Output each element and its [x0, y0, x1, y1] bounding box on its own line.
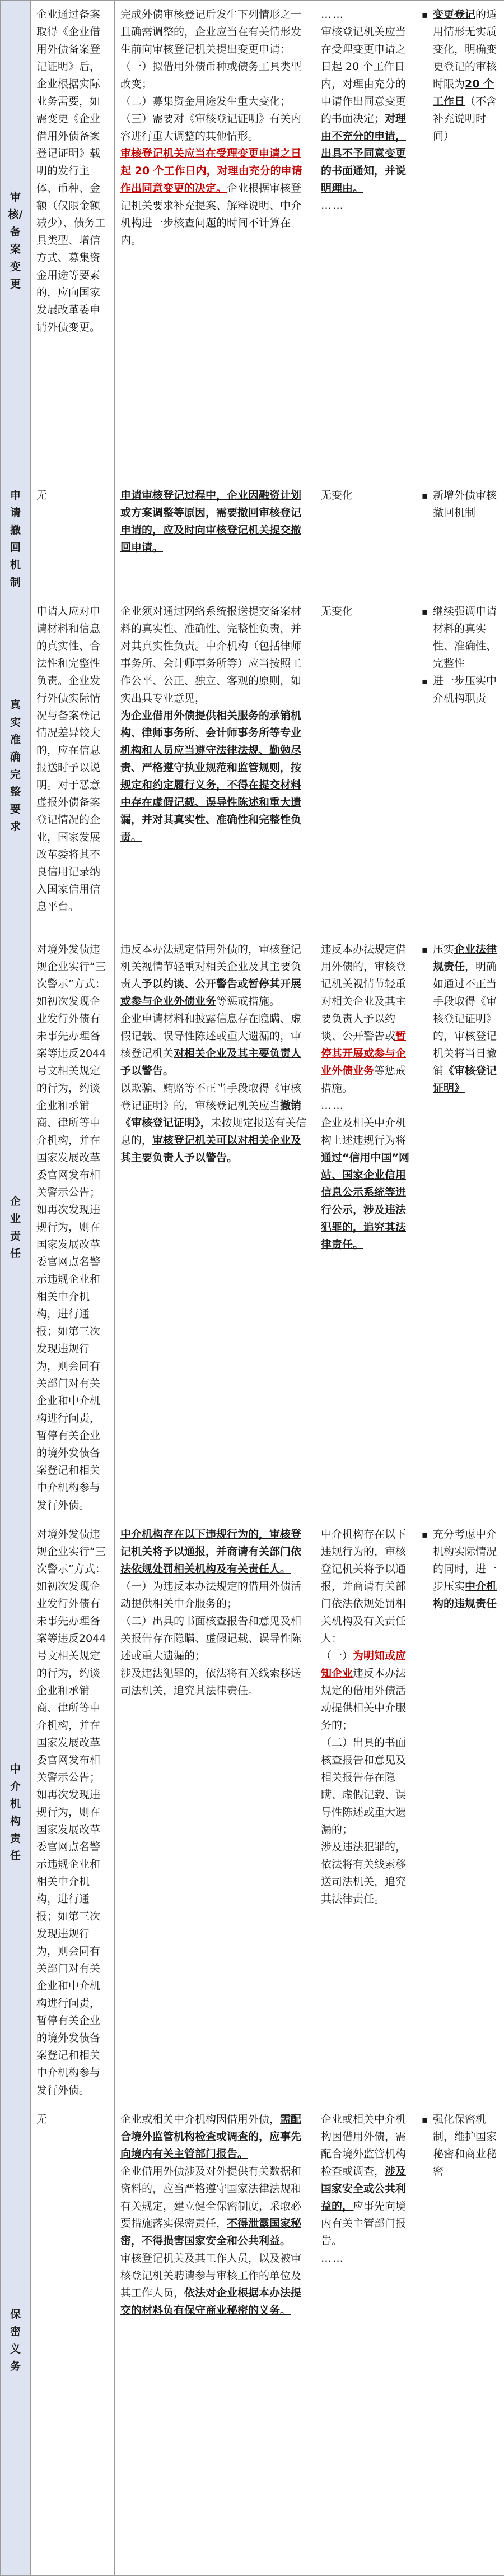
- old-rule-cell: 申请人应对申请材料和信息的真实性、合法性和完整性负责。企业发行外债实际情况与备案登记情况差异较大的，应在信息报送时予以说明。对于恶意虚报外债备案登记情况的企业，国家发展改革委将其不良信用记录纳入国家信用信息平台。: [31, 597, 115, 935]
- final-rule-cell: …… 审核登记机关应当在受理变更申请之日起 20 个工作日内，对理由充分的申请作出同意变更的书面决定；对理由不充分的申请，出具不予同意变更的书面通知，并说明理由。 ……: [315, 1, 416, 481]
- old-rule-cell: 无: [31, 481, 115, 597]
- old-rule-cell: 对境外发债违规企业实行“三次警示”方式：如初次发现企业发行外债有未事先办理备案等违反2044号文相关规定的行为，约谈企业和承销商、律所等中介机构，并在国家发展改革委官网发布相关警示公告；如再次发现违规行为，则在国家发展改革委官网点名警示违规企业和相关中介机构，进行通报；如第三次发现违规行为，则会同有关部门对有关企业和中介机构进行问责，暂停有关企业的境外发债备案登记和相关中介机构参与发行外债。: [31, 1520, 115, 2105]
- final-rule-cell: 违反本办法规定借用外债的，审核登记机关视情节轻重对相关企业及其主要负责人予以约谈、公开警告或暂停其开展或参与企业外债业务等惩戒措施。 …… 企业及相关中介机构上述违规行为将通过“信用中国”网站、国家企业信用信息公示系统等进行公示，涉及违法犯罪的，追究其法律责任。: [315, 935, 416, 1520]
- change-note-cell: ▪ 继续强调申请材料的真实性、准确性、完整性 ▪ 进一步压实中介机构职责: [416, 597, 504, 935]
- bullet-square-icon: ▪: [422, 487, 433, 504]
- new-rule-cell: 完成外债审核登记后发生下列情形之一且确需调整的，企业应当在有关情形发生前向审核登记机关提出变更申请： （一）拟借用外债币种或债务工具类型改变； （二）募集资金用途发生重大变化； （三）需要对《审核登记证明》有关内容进行重大调整的其他情形。 审核登记机关应当在受理变更申请之日起 20 个工作日内，对理由充分的申请作出同意变更的决定。企业根据审核登记机关要求补充提案、解释说明、中介机构进一步核查问题的时间不计算在内。: [115, 1, 315, 481]
- final-rule-cell: 无变化: [315, 597, 416, 935]
- row-label: 保密义务: [1, 2105, 31, 2576]
- change-note-cell: ▪ 压实企业法律规责任，明确如通过不正当手段取得《审核登记证明》的，审核登记机关将当日撤销《审核登记证明》: [416, 935, 504, 1520]
- row-label: 企业责任: [1, 935, 31, 1520]
- final-rule-cell: 中介机构存在以下违规行为的，审核登记机关将予以通报，并商请有关部门依法依规处罚相关机构及有关责任人： （一）为明知或应知企业违反本办法规定的借用外债活动提供相关中介服务的； （二）出具的书面核查报告和意见及相关报告存在隐瞒、虚假记载、误导性陈述或重大遗漏的； 涉及违法犯罪的，依法将有关线索移送司法机关，追究其法律责任。: [315, 1520, 416, 2105]
- bullet-square-icon: ▪: [422, 1526, 433, 1543]
- table-row-withdraw: [1, 481, 504, 597]
- bullet-square-icon: ▪: [422, 603, 433, 620]
- final-rule-cell: 企业或相关中介机构因借用外债，需配合境外监管机构检查或调查，涉及国家安全或公共利益的，应事先向境内有关主管部门报告。 ……: [315, 2105, 416, 2576]
- table-row-agency: [1, 1520, 504, 2105]
- old-rule-cell: 企业通过备案取得《企业借用外债备案登记证明》后，企业根据实际业务需要，如需变更《企业借用外债备案登记证明》载明的发行主体、币种、金额（仅限金额减少）、债务工具类型、增信方式、募集资金用途等要素的，应向国家发展改革委申请外债变更。: [31, 1, 115, 481]
- old-rule-cell: 无: [31, 2105, 115, 2576]
- change-note-cell: ▪ 新增外债审核撤回机制: [416, 481, 504, 597]
- row-label: 真实准确完整要求: [1, 597, 31, 935]
- row-label: 审核/备案变更: [1, 1, 31, 481]
- new-rule-cell: 违反本办法规定借用外债的，审核登记机关视情节轻重对相关企业及其主要负责人予以约谈、公开警告或暂停其开展或参与企业外债业务等惩戒措施。 企业申请材料和披露信息存在隐瞒、虚假记载、误导性陈述或重大遗漏的，审核登记机关对相关企业及其主要负责人予以警告。 以欺骗、贿赂等不正当手段取得《审核登记证明》的，审核登记机关应当撤销《审核登记证明》，未按规定报送有关信息的，审核登记机关可以对相关企业及其主要负责人予以警告。: [115, 935, 315, 1520]
- bullet-square-icon: ▪: [422, 6, 433, 24]
- table-row-authenticity: [1, 597, 504, 935]
- new-rule-cell: 企业须对通过网络系统报送提交备案材料的真实性、准确性、完整性负责，并对其真实性负责。中介机构（包括律师事务所、会计师事务所等）应当按照工作公平、公正、独立、客观的原则，如实出具专业意见， 为企业借用外债提供相关服务的承销机构、律师事务所、会计师事务所等专业机构和人员应当遵守法律法规、勤勉尽责、严格遵守执业规范和监管规则，按规定和约定履行义务，不得在提交材料中存在虚假记载、误导性陈述和重大遗漏，并对其真实性、准确性和完整性负责。: [115, 597, 315, 935]
- old-rule-cell: 对境外发债违规企业实行“三次警示”方式：如初次发现企业发行外债有未事先办理备案等违反2044号文相关规定的行为，约谈企业和承销商、律所等中介机构，并在国家发展改革委官网发布相关警示公告；如再次发现违规行为，则在国家发展改革委官网点名警示违规企业和相关中介机构，进行通报；如第三次发现违规行为，则会同有关部门对有关企业和中介机构进行问责，暂停有关企业的境外发债备案登记和相关中介机构参与发行外债。: [31, 935, 115, 1520]
- change-note-cell: ▪ 充分考虑中介机构实际情况的同时，进一步压实中介机构的违规责任: [416, 1520, 504, 2105]
- bullet-square-icon: ▪: [422, 2111, 433, 2128]
- bullet-square-icon: ▪: [422, 941, 433, 958]
- table-row-approval: [1, 1, 504, 481]
- table-row-corp: [1, 935, 504, 1520]
- final-rule-cell: 无变化: [315, 481, 416, 597]
- row-label: 中介机构责任: [1, 1520, 31, 2105]
- new-rule-cell: 企业或相关中介机构因借用外债，需配合境外监管机构检查或调查的，应事先向境内有关主管部门报告。 企业借用外债涉及对外提供有关数据和资料的，应当严格遵守国家法律法规和有关规定，建立健全保密制度，采取必要措施落实保密责任，不得泄露国家秘密，不得损害国家安全和公共利益。 审核登记机关及其工作人员，以及被审核登记机关聘请参与审核工作的单位及其工作人员，依法对企业根据本办法提交的材料负有保守商业秘密的义务。: [115, 2105, 315, 2576]
- change-note-cell: ▪ 变更登记的适用情形无实质变化，明确变更登记的审核时限为20 个工作日（不含补充说明时间）: [416, 1, 504, 481]
- new-rule-cell: 中介机构存在以下违规行为的，审核登记机关将予以通报，并商请有关部门依法依规处罚相关机构及有关责任人。 （一）为违反本办法规定的借用外债活动提供相关中介服务的； （二）出具的书面核查报告和意见及相关报告存在隐瞒、虚假记载、误导性陈述或重大遗漏的； 涉及违法犯罪的，依法将有关线索移送司法机关，追究其法律责任。: [115, 1520, 315, 2105]
- bullet-square-icon: ▪: [422, 672, 433, 690]
- new-rule-cell: 申请审核登记过程中，企业因融资计划或方案调整等原因，需要撤回审核登记申请的，应及时向审核登记机关提交撤回申请。: [115, 481, 315, 597]
- row-label: 申请撤回机制: [1, 481, 31, 597]
- table-row-secret: [1, 2105, 504, 2576]
- change-note-cell: ▪ 强化保密机制，维护国家秘密和商业秘密: [416, 2105, 504, 2576]
